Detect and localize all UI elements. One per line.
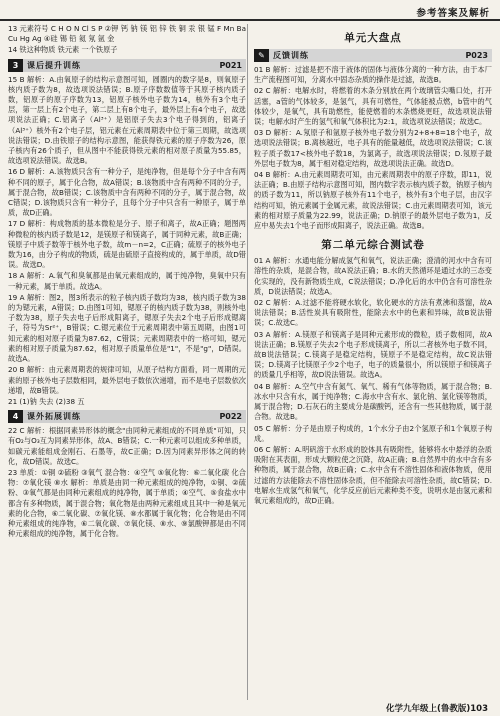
section-title: 课外拓展训练 [27, 412, 81, 422]
unit2-test-title: 第二单元综合测试卷 [321, 239, 425, 252]
unit-review-title: 单元大盘点 [344, 32, 402, 44]
answer-15: 15 B 解析：A.由氧原子的结构示意图可知，圆圈内的数字是8，则氧原子核内质子数为8，故选项说法错误；B.原子序数数值等于其原子核内质子数，铝原子的原子序数为13，铝原子核外电子数为14，核外有3个电子层，第一层上有2个电子，第二层上有8个电子，最外层上有4个电子，故选项说法正确；C.铝离子（Al³⁺）是铝原子失去3个电子得到的，铝离子（Al³⁺）核外有2个电子层，铝元素在元素周期表中位于第三周期，故选项说法错误；D.由铁原子的结构示意图，能获得铁元素的原子序数为26，原子核内有26个质子，但从图中不能获得铁元素的相对原子质量为55.85，故选项说法错误。故选B。 [8, 74, 246, 166]
section-bar-feedback [254, 49, 492, 62]
section-page: P022 [219, 412, 242, 422]
section-bar-extension [8, 410, 246, 423]
test-answer-05: 05 C 解析：分子是由原子构成的，1个水分子由2个氢原子和1个氧原子构成。 [254, 423, 492, 443]
section-number: 4 [8, 410, 23, 423]
feedback-answer-04: 04 B 解析：A.由元素周期表可知，由元素周期表中的原子序数，即11，说法正确；B.由原子结构示意图可知，图内数字表示核内质子数，钠原子核内的质子数为11，所以钠原子核外有11个电子，核外有3个电子层，由汉字结构可知，钠元素属于金属元素，故说法错误；C.由元素周期表可知，该元素的相对原子质量为22.99，说法正确；D.钠原子的最外层电子数为1，反应中易失去1个电子而形成阳离子，说法正确。故选B。 [254, 170, 492, 231]
test-answer-06: 06 C 解析：A.明矾溶于水形成的胶体具有吸附性，能够将水中悬浮的杂质吸附在其表面，形成大颗粒使之沉降，故A正确；B.自然界中的水中含有多种物质，属于混合物，故B正确；C.水中含有不溶性固体和液体物质，使用过滤的方法能除去不溶性固体杂质，但不能除去可溶性杂质，故C错误；D.电解水生成氢气和氧气，化学反应前后元素种类不变，说明水是由氢元素和氧元素组成的，故D正确。 [254, 444, 492, 505]
section-page: P021 [219, 60, 242, 70]
answer-23: 23 单质：①铜 ②硫粉 ③氧气 混合物：④空气 ⑤氧化物：⑥二氧化碳 化合物：⑦氧化镁 ⑧水 解析：单质是由同一种元素组成的纯净物，①铜、②硫粉、③氧气都是由同种元素组成的纯净物，属于单质；④空气、⑤食盐水中都含有多种物质，属于混合物；氧化物是由两种元素组成且其中一种是氧元素的化合物，⑥二氧化碳、⑦氧化镁、⑧水都属于氧化物；化合物是由不同种元素组成的纯净物，⑥二氧化碳、⑦氧化镁、⑧水、⑨氯酸钾都是由不同种元素组成的纯净物，属于化合物。 [8, 467, 246, 539]
section-bar-after-class [8, 59, 246, 72]
left-column [8, 24, 246, 702]
header-brand: 参考答案及解析 [416, 8, 490, 19]
answer-13: 13 元素符号 C H O N Cl S P ②钾 钙 钠 镁 铝 锌 铁 铜 汞 银 锰 F Mn Ba Cu Hg Ag ④硅 锡 铅 氦 氖 氩 金 [8, 24, 246, 44]
section-page: P023 [465, 51, 488, 60]
section-number: 3 [8, 59, 23, 72]
answer-18: 18 A 解析：A.氧气和臭氧都是由氧元素组成的，属于纯净物，臭氧中只有一种元素，属于单质。故选A。 [8, 271, 246, 291]
test-answer-03: 03 A 解析：A.镁原子和镁离子是同种元素形成的微粒，质子数相同，故A说法正确；B.镁原子失去2个电子形成镁离子，所以二者核外电子数不同，故B说法错误；C.镁离子是稳定结构，镁原子不是稳定结构，故C说法错误；D.镁离子比镁原子少2个电子，电子的质量很小，所以镁原子和镁离子的质量几乎相等，故D说法错误。故选A。 [254, 329, 492, 380]
section-title: 课后提升训练 [27, 60, 81, 70]
test-answer-02: 02 C 解析：A.过滤不能将硬水软化，软化硬水的方法有煮沸和蒸馏，故A说法错误；B.活性炭具有吸附性，能除去水中的色素和异味，故B说法错误；C.故选C。 [254, 298, 492, 328]
answer-21: 21 (1)钠 失去 (2)38 五 [8, 396, 85, 406]
column-divider [247, 24, 248, 700]
answer-20: 20 B 解析：由元素周期表的规律可知，从原子结构方面看，同一周期的元素的原子核外电子层数相同，最外层电子数依次递增，而不是电子层数依次递增，故B错误。 [8, 365, 246, 395]
answer-17: 17 D 解析：构成物质的基本微粒是分子、原子和离子，故A正确；题图两种微粒的核内质子数是12，是镁原子和镁离子，属于同种元素，故B正确；镁原子中质子数等于核外电子数，故m－n=2，C正确；硫原子的核外电子数为16，由分子构成的物质，硫是由硫原子直接构成的，属于单质，故D错误。故选D。 [8, 219, 246, 270]
page-header [0, 0, 500, 22]
answer-22: 22 C 解析：根据同素异形体的概念"由同种元素组成的不同单质"可知，只有O₂与O₃互为同素异形体，故A、B错误；C.一种元素可以组成多种单质，如碳元素能组成金刚石、石墨等，故C正确；D.因为同素异形体之间的转化，故D错误。故选C。 [8, 426, 246, 466]
section-title: 反馈训练 [273, 51, 309, 60]
feedback-answer-02: 02 C 解析：电解水时，将燃着的木条分别放在两个玻璃管尖嘴口处，打开活塞，a管的气体较多，是氢气，具有可燃性，气体能被点燃，b管中的气体较少，是氧气，具有助燃性，能使燃着的木条燃烧更旺，故选项说法错误；电解水时产生的氢气和氧气体积比为2:1，故选项说法错误；故选C。 [254, 86, 492, 127]
test-answer-04: 04 B 解析：A.空气中含有氮气、氧气、稀有气体等物质，属于混合物；B.冰水中只含有水，属于纯净物；C.海水中含有水、氯化钠、氯化镁等物质，属于混合物；D.石灰石的主要成分是碳酸钙，还含有一些其他物质，属于混合物。故选B。 [254, 381, 492, 422]
pencil-icon: ✎ [254, 49, 269, 62]
answer-14: 14 铁这种物质 铁元素 一个铁原子 [8, 45, 118, 55]
right-column [254, 24, 492, 702]
feedback-answer-01: 01 B 解析：过滤是把不溶于液体的固体与液体分离的一种方法，由于本厂生产流程图可知，分离水中固态杂质的操作是过滤，故选B。 [254, 65, 492, 85]
answer-19: 19 A 解析：图2，图3所表示的粒子核内质子数均为38，核内质子数为38的为锶元素，A错误；D.由图1可知，锶原子的核内质子数为38，则核外电子数为38，原子失去电子后形成阳离子，锶原子失去2个电子后形成锶离子，符号为Sr²⁺，B错误；C.锶元素位于元素周期表中第五周期，由图1可知元素的相对原子质量为87.62，C错误；元素周期表中的一格可知，锶元素的相对原子质量为87.62，相对原子质量单位是"1"，不是"g"，D错误。故选A。 [8, 292, 246, 364]
page-footer: 化学九年级上(鲁教版)103 [385, 704, 488, 714]
test-answer-01: 01 A 解析：水通电能分解成氢气和氧气，说法正确；澄清的河水中含有可溶性的杂质，是混合物，故A说法正确；B.水的天然循环是通过水的三态变化实现的，没有新物质生成，C说法错误；D.净化后的水中仍含有可溶性杂质，D说法错误；故选A。 [254, 256, 492, 296]
header-rule [0, 19, 500, 21]
feedback-answer-03: 03 D 解析：A.氖原子和氩原子核外电子数分别为2+8+8=18个电子，故选项说法错误；B.离核越近，电子具有的能量越低，故选项说法错误；C.该粒子质子数17<核外电子数18，为氯离子，故选项说法错误；D.氖原子最外层电子数为8，属于相对稳定结构，故选项说法正确。故选D。 [254, 128, 492, 168]
answer-16: 16 D 解析：A.该物质只含有一种分子，是纯净物，但是每个分子中含有两种不同的原子，属于化合物，故A错误；B.该物质中含有两种不同的分子，属于混合物，故B错误；C.该物质中含有两种不同的分子，属于混合物，故C错误；D.该物质只含有一种分子，且每个分子中只含有一种原子，属于单质，故D正确。 [8, 167, 246, 218]
